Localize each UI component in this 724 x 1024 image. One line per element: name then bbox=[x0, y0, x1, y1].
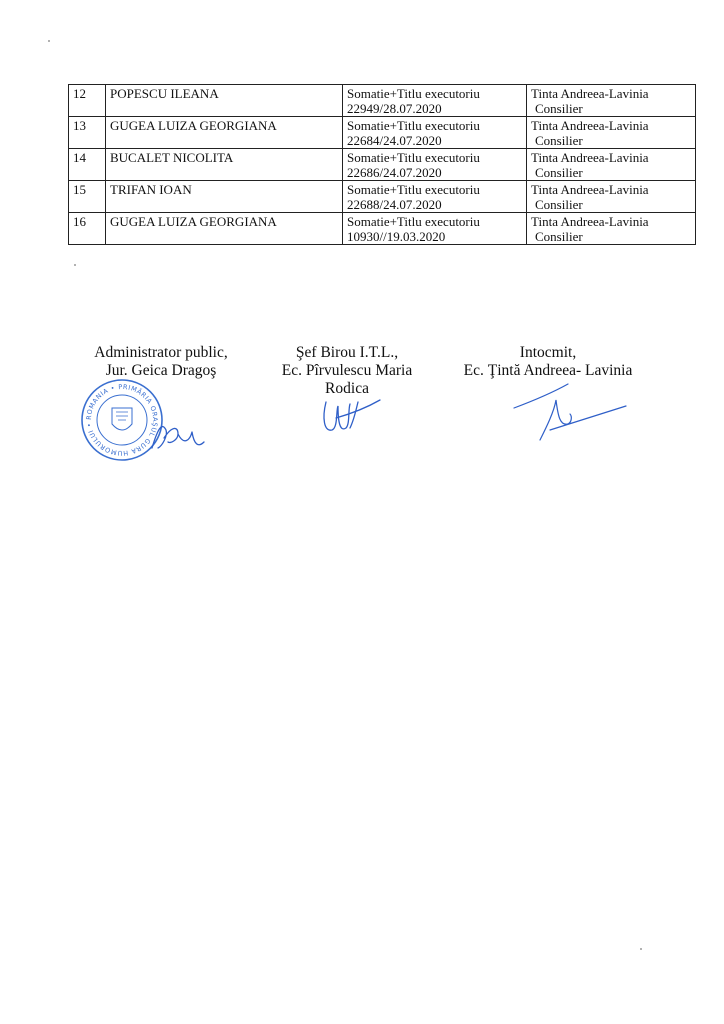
document-cell bbox=[343, 181, 527, 213]
responsible-name: Tinta Andreea-Lavinia bbox=[531, 118, 649, 133]
debtor-name: BUCALET NICOLITA bbox=[106, 149, 343, 181]
document-number: 22686/24.07.2020 bbox=[347, 165, 442, 180]
table-row bbox=[69, 213, 696, 245]
document-number: 10930//19.03.2020 bbox=[347, 229, 446, 244]
debtor-name: GUGEA LUIZA GEORGIANA bbox=[106, 213, 343, 245]
admin-name: Jur. Geica Dragoş bbox=[105, 362, 217, 379]
sef-title: Şef Birou I.T.L., bbox=[295, 344, 399, 361]
responsible-role: Consilier bbox=[535, 229, 583, 244]
debtor-name: TRIFAN IOAN bbox=[106, 181, 343, 213]
responsible-role: Consilier bbox=[535, 133, 583, 148]
responsible-cell bbox=[527, 181, 696, 213]
signature-sef-handwritten bbox=[316, 392, 386, 438]
table-row bbox=[69, 181, 696, 213]
scan-speck bbox=[640, 948, 642, 950]
records-table bbox=[68, 84, 696, 245]
responsible-role: Consilier bbox=[535, 197, 583, 212]
document-number: 22688/24.07.2020 bbox=[347, 197, 442, 212]
table-row bbox=[69, 149, 696, 181]
responsible-name: Tinta Andreea-Lavinia bbox=[531, 150, 649, 165]
debtor-name: POPESCU ILEANA bbox=[106, 85, 343, 117]
document-number: 22684/24.07.2020 bbox=[347, 133, 442, 148]
signature-admin-handwritten bbox=[148, 418, 208, 458]
document-type: Somatie+Titlu executoriu bbox=[347, 86, 480, 101]
signature-block-admin bbox=[66, 344, 256, 380]
signature-block-sef bbox=[262, 344, 432, 398]
debtor-name: GUGEA LUIZA GEORGIANA bbox=[106, 117, 343, 149]
document-type: Somatie+Titlu executoriu bbox=[347, 214, 480, 229]
intocmit-name: Ec. Ţintă Andreea- Lavinia bbox=[463, 362, 633, 379]
table-row bbox=[69, 117, 696, 149]
responsible-role: Consilier bbox=[535, 101, 583, 116]
row-number: 13 bbox=[69, 117, 106, 149]
responsible-name: Tinta Andreea-Lavinia bbox=[531, 182, 649, 197]
row-number: 12 bbox=[69, 85, 106, 117]
stamp-text: ROMANIA • PRIMĂRIA ORAŞUL GURA HUMORULUI • bbox=[84, 382, 160, 458]
document-number: 22949/28.07.2020 bbox=[347, 101, 442, 116]
scan-speck bbox=[48, 40, 50, 42]
row-number: 16 bbox=[69, 213, 106, 245]
row-number: 14 bbox=[69, 149, 106, 181]
document-cell bbox=[343, 213, 527, 245]
signature-intocmit-handwritten bbox=[510, 382, 630, 442]
responsible-cell bbox=[527, 85, 696, 117]
responsible-cell bbox=[527, 117, 696, 149]
responsible-cell bbox=[527, 149, 696, 181]
responsible-name: Tinta Andreea-Lavinia bbox=[531, 86, 649, 101]
responsible-name: Tinta Andreea-Lavinia bbox=[531, 214, 649, 229]
document-type: Somatie+Titlu executoriu bbox=[347, 182, 480, 197]
scan-speck bbox=[74, 264, 76, 266]
row-number: 15 bbox=[69, 181, 106, 213]
document-cell bbox=[343, 117, 527, 149]
signature-block-intocmit bbox=[438, 344, 658, 380]
sef-name-line1: Ec. Pîrvulescu Maria bbox=[281, 362, 413, 379]
admin-title: Administrator public, bbox=[94, 344, 228, 361]
intocmit-title: Intocmit, bbox=[519, 344, 577, 361]
responsible-cell bbox=[527, 213, 696, 245]
document-type: Somatie+Titlu executoriu bbox=[347, 150, 480, 165]
table-row bbox=[69, 85, 696, 117]
responsible-role: Consilier bbox=[535, 165, 583, 180]
document-cell bbox=[343, 149, 527, 181]
document-type: Somatie+Titlu executoriu bbox=[347, 118, 480, 133]
sef-name-line2: Rodica bbox=[325, 380, 369, 397]
document-cell bbox=[343, 85, 527, 117]
